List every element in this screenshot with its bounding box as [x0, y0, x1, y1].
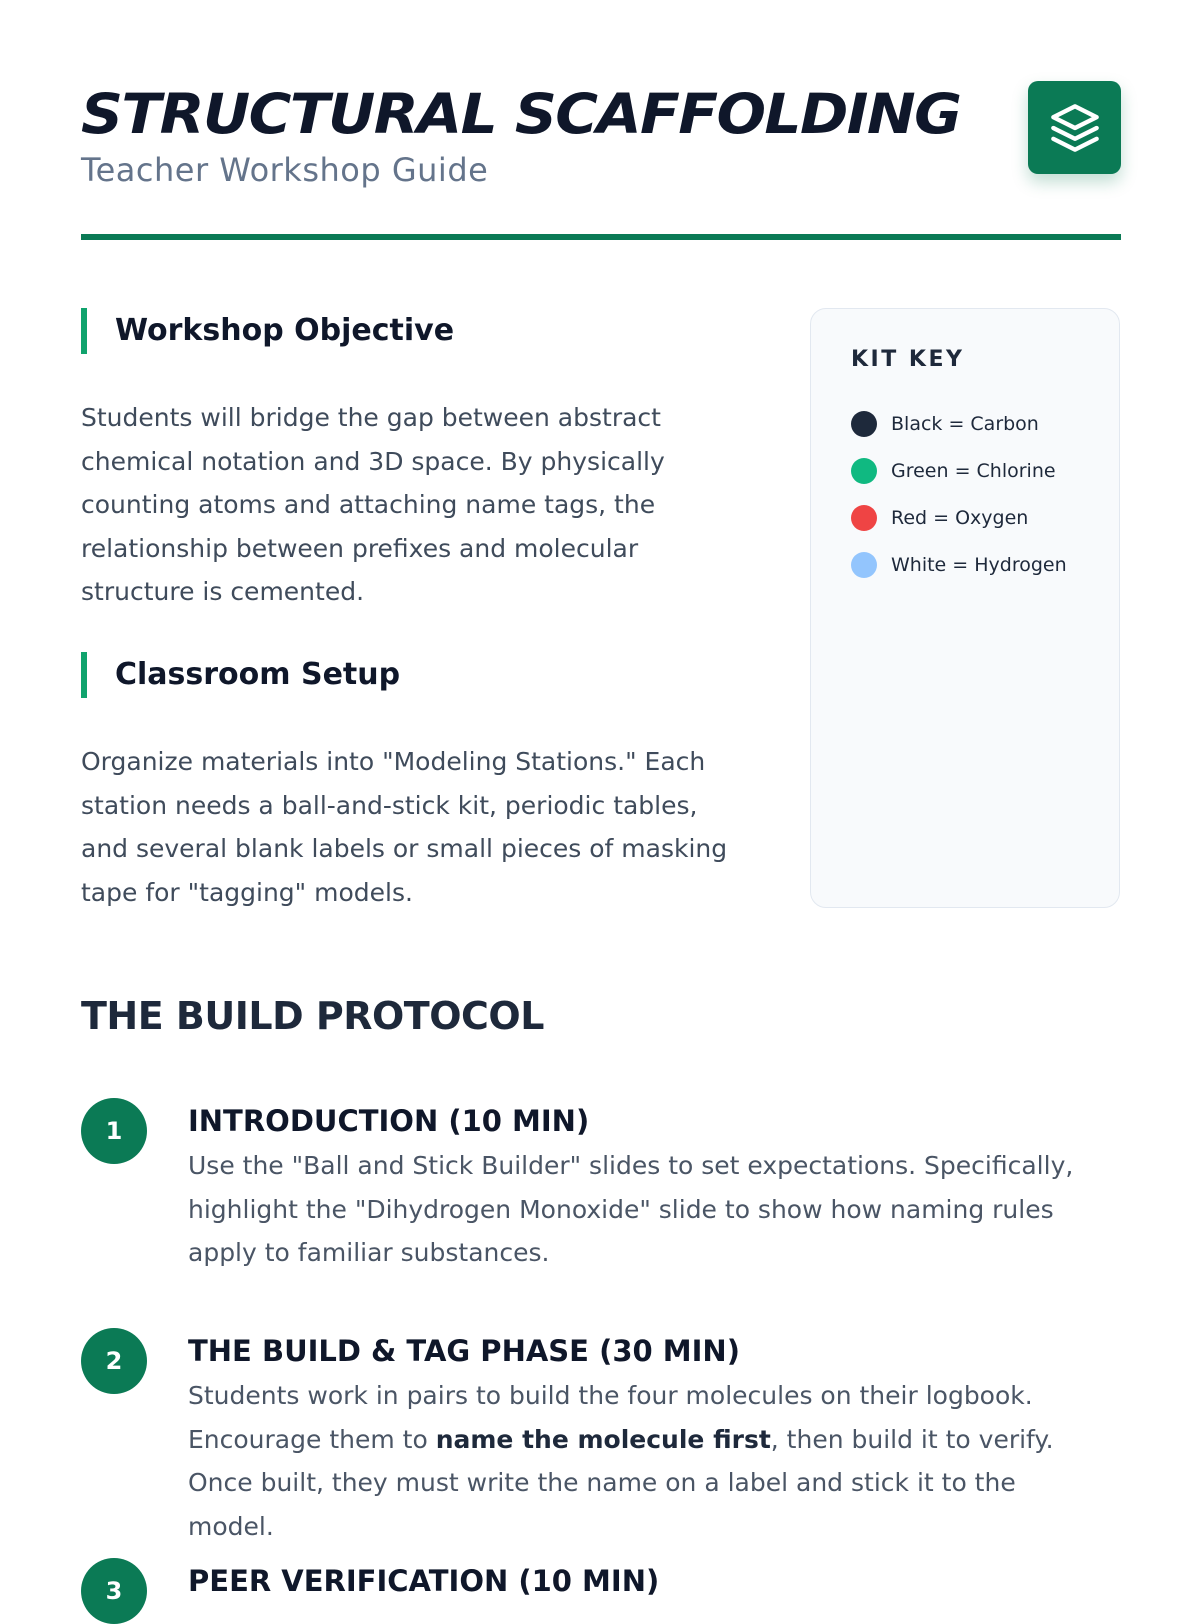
color-swatch [851, 411, 877, 437]
logo-badge [1028, 81, 1121, 174]
step-description [188, 1374, 1098, 1548]
kit-key-item [851, 503, 1111, 533]
protocol-title: THE BUILD PROTOCOL [81, 994, 544, 1038]
objective-accent-bar [81, 308, 87, 354]
kit-key-item [851, 409, 1111, 439]
header-divider [81, 234, 1121, 240]
setup-heading [81, 652, 721, 698]
step-title: INTRODUCTION (10 MIN) [188, 1104, 590, 1138]
objective-heading [81, 308, 721, 354]
kit-key-item-label: White = Hydrogen [891, 554, 1067, 576]
step-description-emphasis: name the molecule first [435, 1424, 771, 1454]
step-description-text: , then build it to verify. Once built, they must write the name on a label and stick it to the model. [188, 1424, 1054, 1541]
color-swatch [851, 552, 877, 578]
kit-key-card [810, 308, 1120, 908]
color-swatch [851, 458, 877, 484]
step-title: THE BUILD & TAG PHASE (30 MIN) [188, 1334, 740, 1368]
page-header [81, 78, 1121, 198]
page-title: STRUCTURAL SCAFFOLDING [81, 82, 961, 146]
page-subtitle: Teacher Workshop Guide [81, 151, 489, 189]
kit-key-item-label: Green = Chlorine [891, 460, 1056, 482]
step-number-badge: 2 [81, 1328, 147, 1394]
setup-heading-label: Classroom Setup [115, 657, 401, 692]
kit-key-item-label: Black = Carbon [891, 413, 1039, 435]
step-description: Use the "Ball and Stick Builder" slides to set expectations. Specifically, highlight the "Dihydrogen Monoxide" slide to show how naming rules apply to familiar substances. [188, 1151, 1074, 1267]
kit-key-title: KIT KEY [851, 347, 965, 372]
step-number-badge: 3 [81, 1558, 147, 1624]
kit-key-item [851, 456, 1111, 486]
setup-accent-bar [81, 652, 87, 698]
kit-key-item-label: Red = Oxygen [891, 507, 1029, 529]
kit-key-item [851, 550, 1111, 580]
layers-icon [1049, 102, 1101, 154]
setup-body: Organize materials into "Modeling Stations." Each station needs a ball-and-stick kit, periodic tables, and several blank labels or small pieces of masking tape for "tagging" models. [81, 747, 728, 907]
step-title: PEER VERIFICATION (10 MIN) [188, 1564, 660, 1598]
objective-body: Students will bridge the gap between abstract chemical notation and 3D space. By physically counting atoms and attaching name tags, the relationship between prefixes and molecular structure is cemented. [81, 403, 665, 606]
step-number-badge: 1 [81, 1098, 147, 1164]
objective-heading-label: Workshop Objective [115, 313, 455, 348]
color-swatch [851, 505, 877, 531]
step-description-text: Students work in pairs to build the four molecules on their logbook. Encourage them to [188, 1381, 1033, 1454]
